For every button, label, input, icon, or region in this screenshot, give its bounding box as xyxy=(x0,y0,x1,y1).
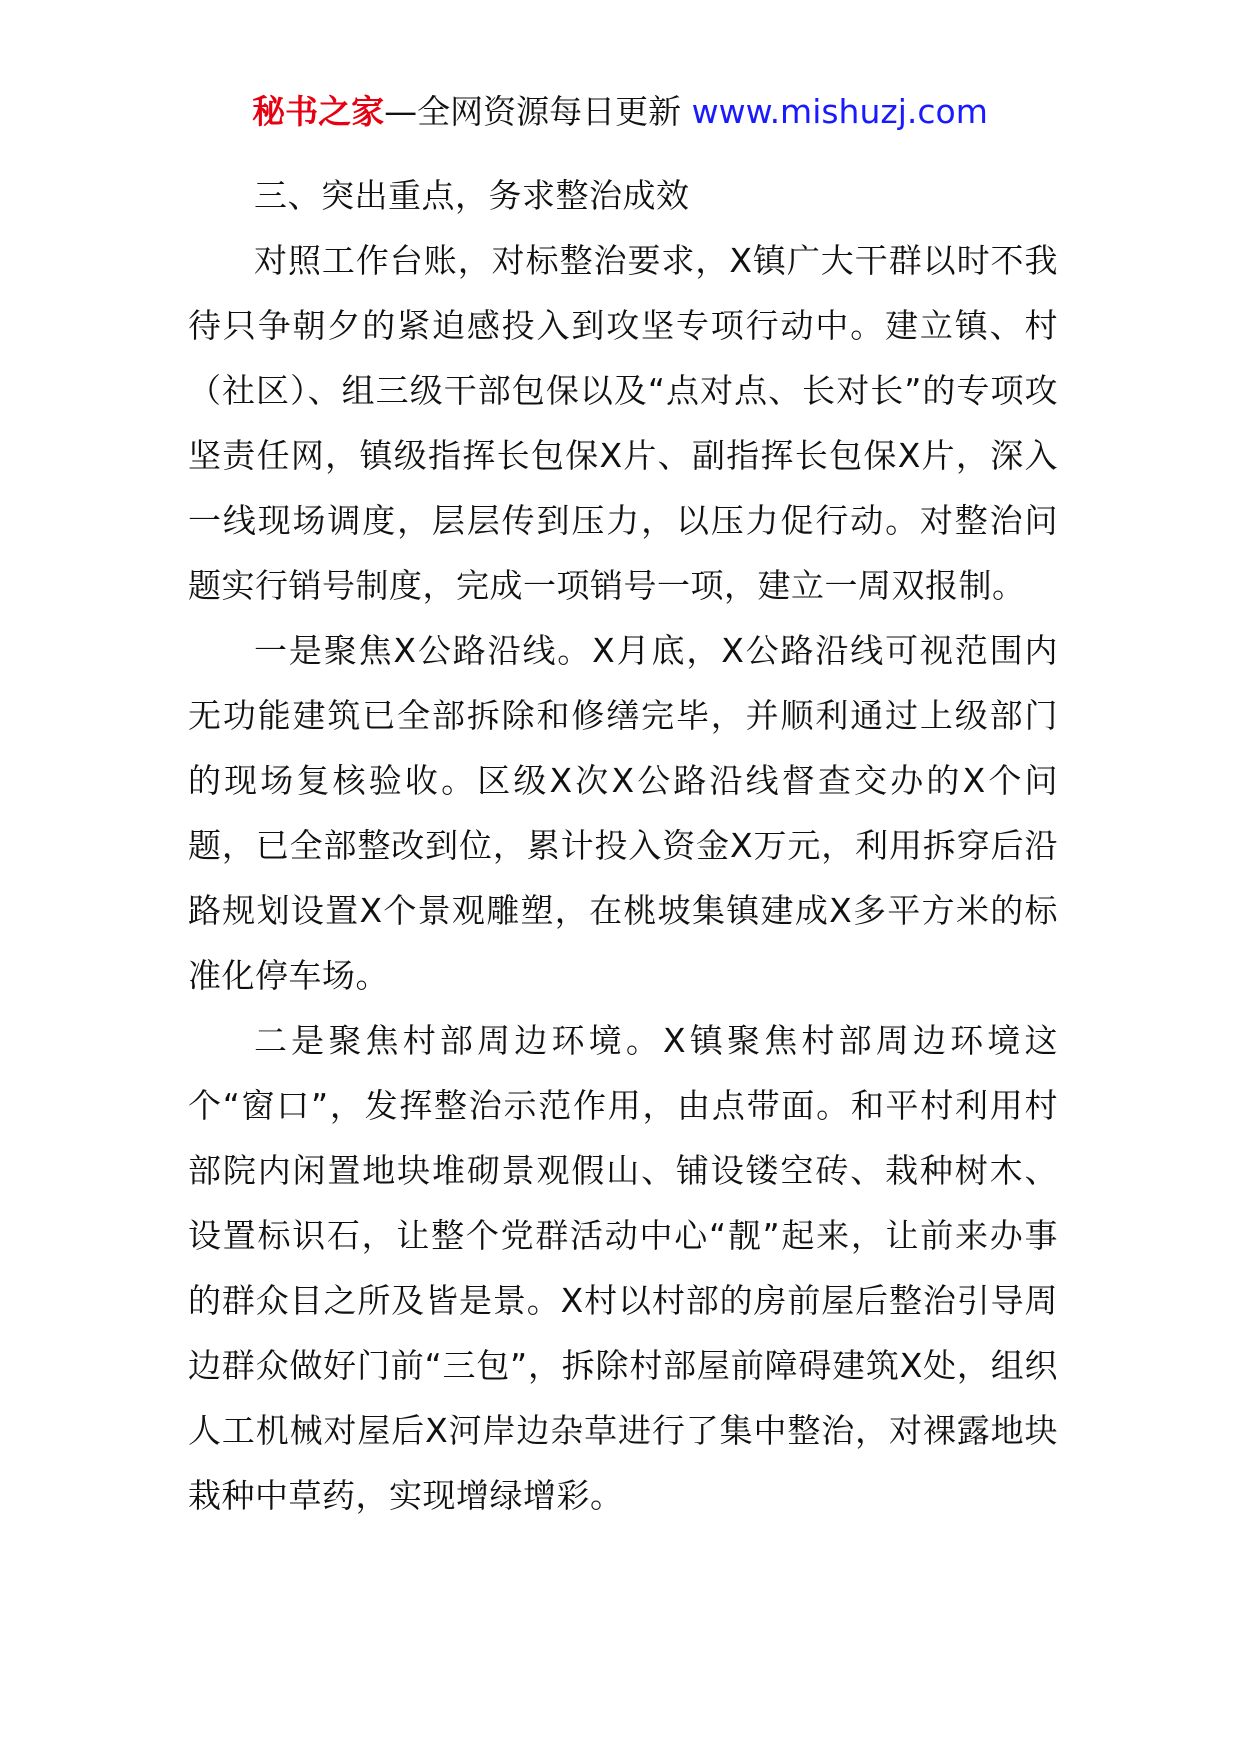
document-body xyxy=(188,163,1058,1528)
section-heading: 三、突出重点，务求整治成效 xyxy=(254,176,690,215)
paragraph: 对照工作台账，对标整治要求，X镇广大干群以时不我待只争朝夕的紧迫感投入到攻坚专项行动中。建立镇、村（社区）、组三级干部包保以及“点对点、长对长”的专项攻坚责任网，镇级指挥长包保X片、副指挥长包保X片，深入一线现场调度，层层传到压力，以压力促行动。对整治问题实行销号制度，完成一项销号一项，建立一周双报制。 xyxy=(188,241,1058,605)
site-url-link[interactable]: www.mishuzj.com xyxy=(691,92,988,131)
paragraph: 一是聚焦X公路沿线。X月底，X公路沿线可视范围内无功能建筑已全部拆除和修缮完毕，并顺利通过上级部门的现场复核验收。区级X次X公路沿线督查交办的X个问题，已全部整改到位，累计投入资金X万元，利用拆穿后沿路规划设置X个景观雕塑，在桃坡集镇建成X多平方米的标准化停车场。 xyxy=(188,631,1058,995)
site-tagline: —全网资源每日更新 xyxy=(384,92,682,131)
paragraph: 二是聚焦村部周边环境。X镇聚焦村部周边环境这个“窗口”，发挥整治示范作用，由点带面。和平村利用村部院内闲置地块堆砌景观假山、铺设镂空砖、栽种树木、设置标识石，让整个党群活动中心“靓”起来，让前来办事的群众目之所及皆是景。X村以村部的房前屋后整治引导周边群众做好门前“三包”，拆除村部屋前障碍建筑X处，组织人工机械对屋后X河岸边杂草进行了集中整治，对裸露地块栽种中草药，实现增绿增彩。 xyxy=(188,1021,1058,1515)
site-header xyxy=(0,92,1240,132)
site-brand: 秘书之家 xyxy=(252,92,385,131)
